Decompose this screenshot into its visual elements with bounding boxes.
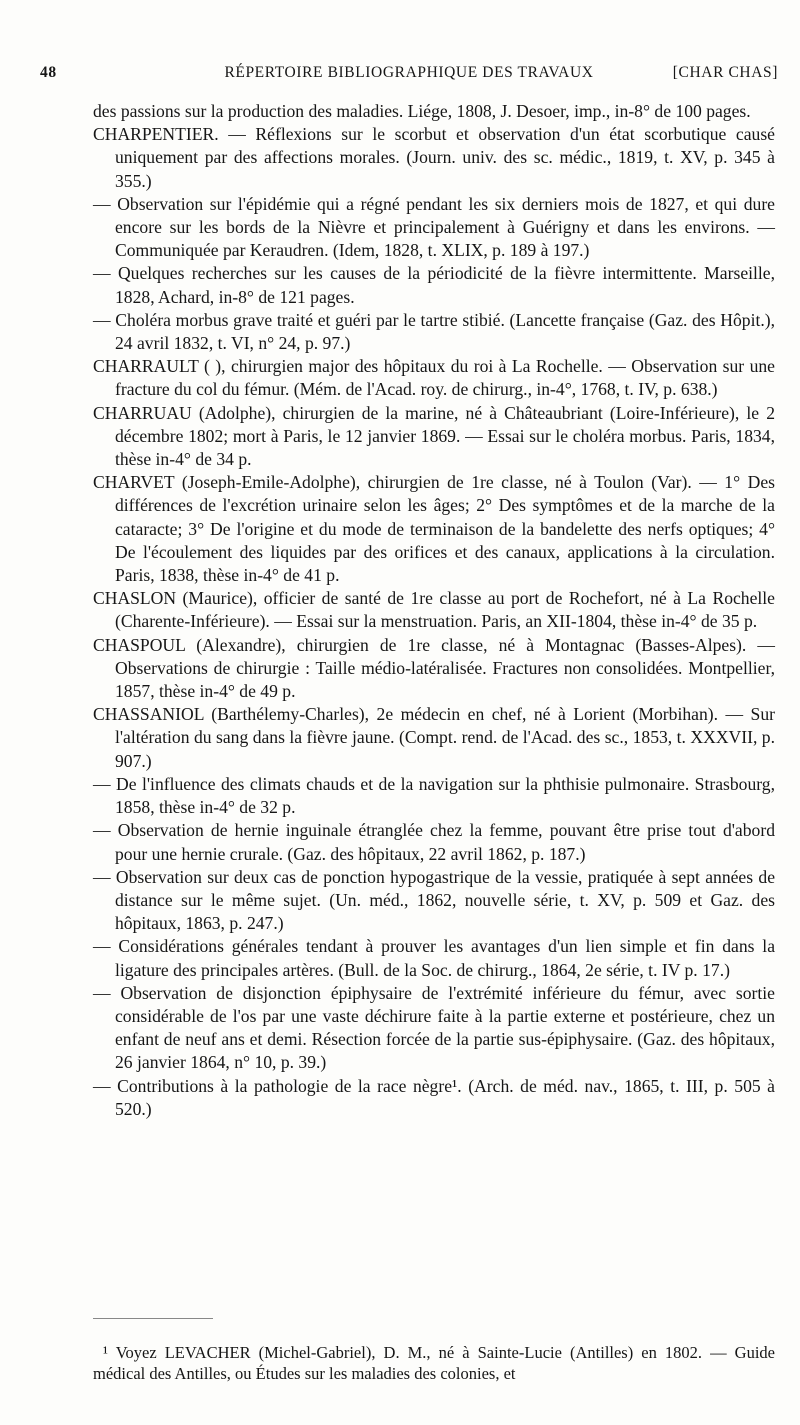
entry: CHARVET (Joseph-Emile-Adolphe), chirurgien de 1re classe, né à Toulon (Var). — 1° Des différences de l'excrétion urinaire selon les âges; 2° Des symptômes et de la marche de la cataracte; 3° De l'origine et du mode de terminaison de la bandelette des nerfs optiques; 4° De l'écoulement des liquides par des orifices et des canaux, applications à la circulation. Paris, 1838, thèse in-4° de 41 p. — [93, 472, 775, 586]
entry: — Observation de disjonction épiphysaire de l'extrémité inférieure du fémur, avec sortie considérable de l'os par une vaste déchirure faite à la partie externe et postérieure, chez un enfant de neuf ans et demi. Résection forcée de la partie sus-épiphysaire. (Gaz. des hôpitaux, 26 janvier 1864, n° 10, p. 39.) — [93, 982, 775, 1073]
entry: — Choléra morbus grave traité et guéri par le tartre stibié. (Lancette française (Gaz. des Hôpit.), 24 avril 1832, t. VI, n° 24, p. 97.) — [93, 309, 775, 354]
entry: CHARRUAU (Adolphe), chirurgien de la marine, né à Châteaubriant (Loire-Inférieure), le 2 décembre 1802; mort à Paris, le 12 janvier 1869. — Essai sur le choléra morbus. Paris, 1834, thèse in-4° de 34 p. — [93, 402, 775, 470]
entry: CHARRAULT ( ), chirurgien major des hôpitaux du roi à La Rochelle. — Observation sur une fracture du col du fémur. (Mém. de l'Acad. roy. de chirurg., in-4°, 1768, t. IV, p. 638.) — [93, 356, 775, 400]
entry: CHASLON (Maurice), officier de santé de 1re classe au port de Rochefort, né à La Rochelle (Charente-Inférieure). — Essai sur la menstruation. Paris, an XII-1804, thèse in-4° de 35 p. — [93, 588, 775, 632]
entry: CHARPENTIER. — Réflexions sur le scorbut et observation d'un état scorbutique causé uniquement par des affections morales. (Journ. univ. des sc. médic., 1819, t. XV, p. 345 à 355.) — [93, 124, 775, 191]
footnote-divider — [93, 1318, 213, 1319]
entry: des passions sur la production des maladies. Liége, 1808, J. Desoer, imp., in-8° de 100 pages. — [93, 101, 751, 121]
entry: — Observation de hernie inguinale étranglée chez la femme, pouvant être prise tout d'abord pour une hernie crurale. (Gaz. des hôpitaux, 22 avril 1862, p. 187.) — [93, 820, 775, 864]
entry: CHASPOUL (Alexandre), chirurgien de 1re classe, né à Montagnac (Basses-Alpes). — Observations de chirurgie : Taille médio-latéralisée. Fractures non consolidées. Montpellier, 1857, thèse in-4° de 49 p. — [93, 634, 775, 702]
entry: — Contributions à la pathologie de la race nègre¹. (Arch. de méd. nav., 1865, t. III, p. 505 à 520.) — [93, 1075, 775, 1119]
running-header — [40, 64, 778, 90]
entry: CHASSANIOL (Barthélemy-Charles), 2e médecin en chef, né à Lorient (Morbihan). — Sur l'altération du sang dans la fièvre jaune. (Compt. rend. de l'Acad. des sc., 1853, t. XXXVII, p. 907.) — [93, 704, 775, 771]
entry: — Considérations générales tendant à prouver les avantages d'un lien simple et fin dans la ligature des principales artères. (Bull. de la Soc. de chirurg., 1864, 2e série, t. IV p. 17.) — [93, 936, 775, 980]
entry: — Quelques recherches sur les causes de la périodicité de la fièvre intermittente. Marseille, 1828, Achard, in-8° de 121 pages. — [93, 263, 775, 307]
running-title: RÉPERTOIRE BIBLIOGRAPHIQUE DES TRAVAUX — [224, 64, 594, 81]
entries-column — [93, 100, 775, 1121]
entry: — Observation sur deux cas de ponction hypogastrique de la vessie, pratiquée à sept années de distance sur le même sujet. (Un. méd., 1862, nouvelle série, t. XV, p. 509 et Gaz. des hôpitaux, 1863, p. 247.) — [93, 866, 775, 934]
footnote: ¹ Voyez LEVACHER (Michel-Gabriel), D. M., né à Sainte-Lucie (Antilles) en 1802. — Guide médical des Antilles, ou Études sur les maladies des colonies, et — [93, 1342, 775, 1383]
entry-range: [CHAR CHAS] — [672, 64, 778, 81]
page-number: 48 — [40, 64, 57, 81]
entry: — De l'influence des climats chauds et de la navigation sur la phthisie pulmonaire. Strasbourg, 1858, thèse in-4° de 32 p. — [93, 773, 775, 818]
entry: — Observation sur l'épidémie qui a régné pendant les six derniers mois de 1827, et qui dure encore sur les bords de la Nièvre et principalement à Guérigny et dans les environs. — Communiquée par Keraudren. (Idem, 1828, t. XLIX, p. 189 à 197.) — [93, 193, 775, 261]
